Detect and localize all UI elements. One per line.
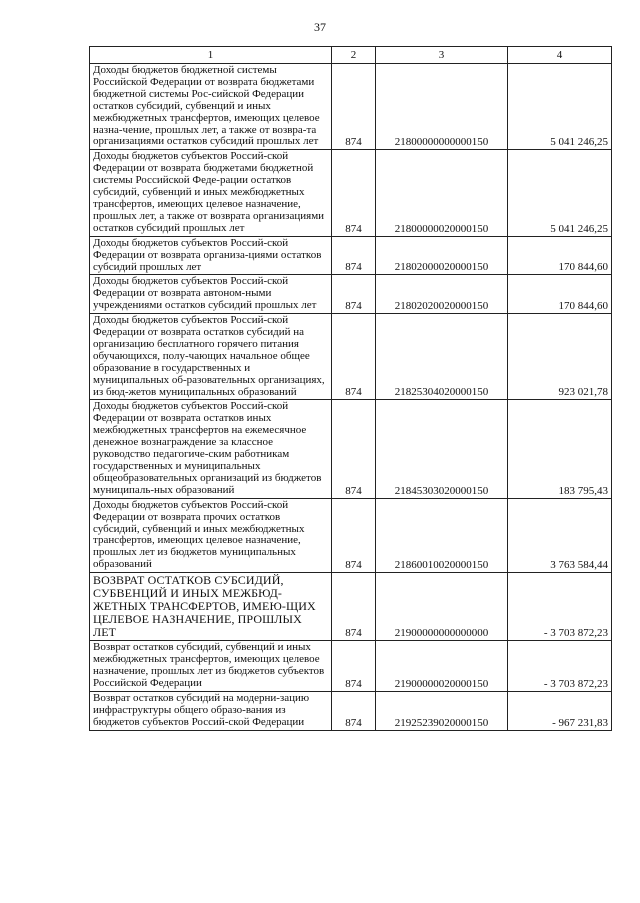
- row-name: Доходы бюджетов субъектов Россий-ской Федерации от возврата остатков субсидий на организацию бесплатного горячего питания обучающихся, полу-чающих начальное общее образование в государственных и муниципальных об-разовательных организациях, из бюд-жетов муниципальных образований: [90, 314, 332, 400]
- row-admin-code: 874: [332, 691, 376, 730]
- row-sum: 5 041 246,25: [508, 64, 612, 150]
- row-admin-code: 874: [332, 400, 376, 498]
- table-row: [90, 691, 612, 730]
- row-sum: 170 844,60: [508, 275, 612, 314]
- row-sum: - 3 703 872,23: [508, 573, 612, 641]
- row-kbk-code: 21802000020000150: [376, 236, 508, 275]
- row-kbk-code: 21800000020000150: [376, 150, 508, 236]
- row-name: Возврат остатков субсидий, субвенций и иных межбюджетных трансфертов, имеющих целевое назначение, прошлых лет из бюджетов субъектов Российской Федерации: [90, 641, 332, 692]
- row-name: ВОЗВРАТ ОСТАТКОВ СУБСИДИЙ, СУБВЕНЦИЙ И ИНЫХ МЕЖБЮД-ЖЕТНЫХ ТРАНСФЕРТОВ, ИМЕЮ-ЩИХ ЦЕЛЕВОЕ НАЗНАЧЕНИЕ, ПРОШЛЫХ ЛЕТ: [90, 573, 332, 641]
- row-name: Доходы бюджетов бюджетной системы Российской Федерации от возврата бюджетами бюджетной системы Рос-сийской Федерации остатков субсидий, субвенций и иных межбюджетных трансфертов, имеющих целевое назна-чение, прошлых лет, а также от возвра-та организациями остатков субсидий прошлых лет: [90, 64, 332, 150]
- row-sum: 3 763 584,44: [508, 498, 612, 572]
- row-sum: 170 844,60: [508, 236, 612, 275]
- row-sum: 5 041 246,25: [508, 150, 612, 236]
- row-kbk-code: 21900000020000150: [376, 641, 508, 692]
- row-admin-code: 874: [332, 314, 376, 400]
- header-col-1: 1: [90, 47, 332, 64]
- row-sum: - 3 703 872,23: [508, 641, 612, 692]
- row-admin-code: 874: [332, 64, 376, 150]
- table-row: [90, 314, 612, 400]
- table-row: [90, 236, 612, 275]
- row-admin-code: 874: [332, 498, 376, 572]
- page-number: 37: [314, 20, 326, 34]
- row-admin-code: 874: [332, 236, 376, 275]
- header-row: [90, 47, 612, 64]
- row-kbk-code: 21825304020000150: [376, 314, 508, 400]
- row-admin-code: 874: [332, 275, 376, 314]
- row-name: Доходы бюджетов субъектов Россий-ской Федерации от возврата организа-циями остатков субсидий прошлых лет: [90, 236, 332, 275]
- row-name: Возврат остатков субсидий на модерни-зацию инфраструктуры общего образо-вания из бюджетов субъектов Россий-ской Федерации: [90, 691, 332, 730]
- row-kbk-code: 21900000000000000: [376, 573, 508, 641]
- header-col-3: 3: [376, 47, 508, 64]
- row-kbk-code: 21800000000000150: [376, 64, 508, 150]
- row-sum: 923 021,78: [508, 314, 612, 400]
- row-name: Доходы бюджетов субъектов Россий-ской Федерации от возврата бюджетами бюджетной системы Российской Феде-рации остатков субсидий, субвенций и иных межбюджетных трансфертов, имеющих целевое назначение, прошлых лет, а также от возврата организациями остатков субсидий прошлых лет: [90, 150, 332, 236]
- row-name: Доходы бюджетов субъектов Россий-ской Федерации от возврата автоном-ными учреждениями остатков субсидий прошлых лет: [90, 275, 332, 314]
- table-row: [90, 275, 612, 314]
- row-sum: - 967 231,83: [508, 691, 612, 730]
- row-kbk-code: 21845303020000150: [376, 400, 508, 498]
- table-row: [90, 641, 612, 692]
- table-row: [90, 150, 612, 236]
- row-admin-code: 874: [332, 150, 376, 236]
- table-row: [90, 400, 612, 498]
- header-col-4: 4: [508, 47, 612, 64]
- row-admin-code: 874: [332, 641, 376, 692]
- table-row: [90, 498, 612, 572]
- row-kbk-code: 21925239020000150: [376, 691, 508, 730]
- header-col-2: 2: [332, 47, 376, 64]
- row-name: Доходы бюджетов субъектов Россий-ской Федерации от возврата остатков иных межбюджетных трансфертов на ежемесячное денежное вознаграждение за классное руководство педагогиче-ским работникам государственных и муниципальных общеобразовательных организаций из бюджетов муниципаль-ных образований: [90, 400, 332, 498]
- row-kbk-code: 21802020020000150: [376, 275, 508, 314]
- table-row: [90, 573, 612, 641]
- row-kbk-code: 21860010020000150: [376, 498, 508, 572]
- table-row: [90, 64, 612, 150]
- row-sum: 183 795,43: [508, 400, 612, 498]
- row-name: Доходы бюджетов субъектов Россий-ской Федерации от возврата прочих остатков субсидий, субвенций и иных межбюджетных трансфертов, имеющих целевое назначение, прошлых лет из бюджетов муниципальных образований: [90, 498, 332, 572]
- row-admin-code: 874: [332, 573, 376, 641]
- budget-table: [89, 46, 612, 731]
